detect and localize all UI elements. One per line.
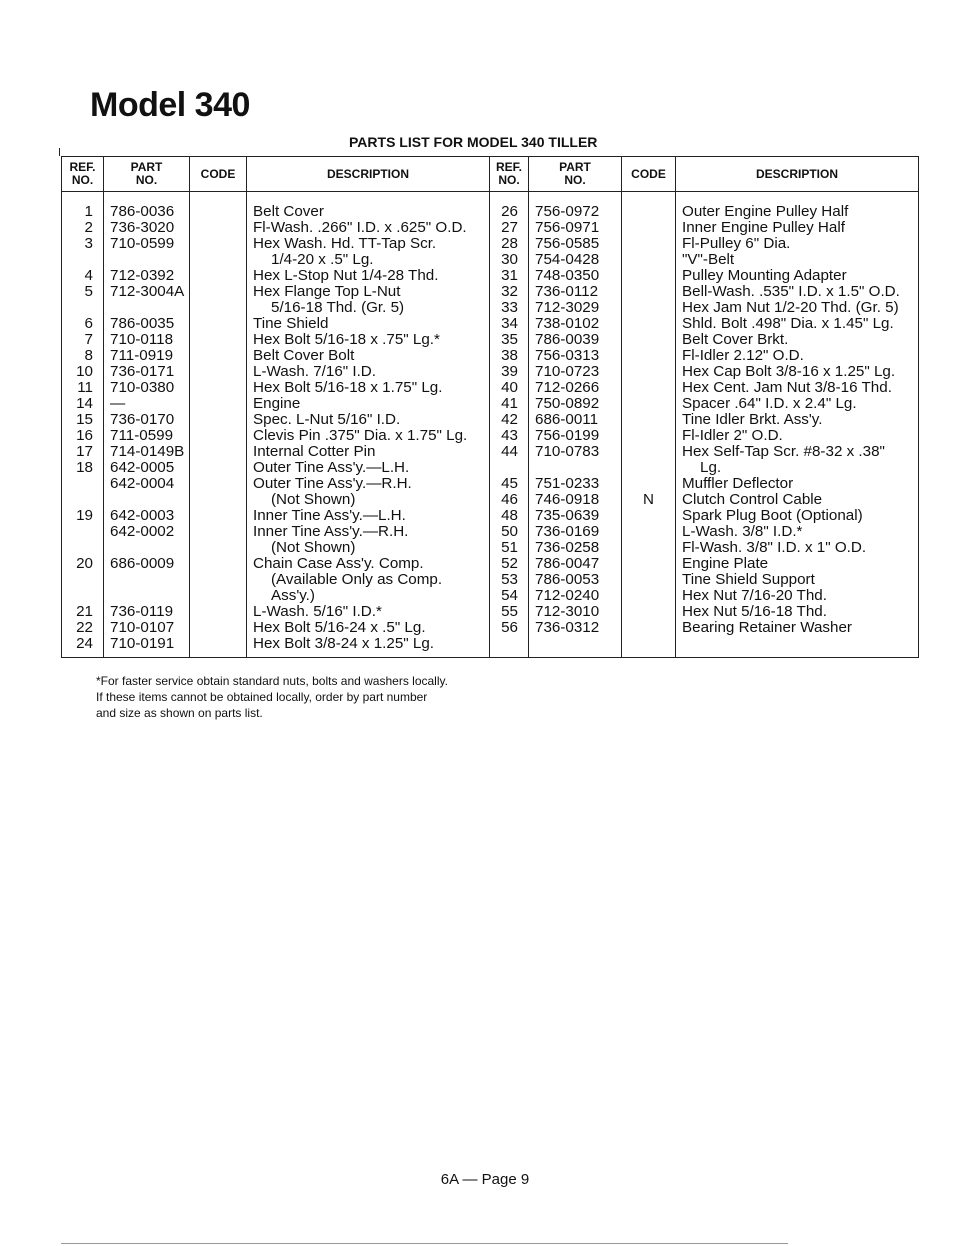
table-cell-desc: Hex Wash. Hd. TT-Tap Scr. — [253, 236, 437, 252]
header-label: PART NO. — [130, 160, 163, 187]
table-cell-desc: Internal Cotter Pin — [253, 444, 376, 460]
footnote-line: and size as shown on parts list. — [96, 706, 263, 720]
table-cell-ref: 17 — [76, 444, 93, 460]
table-cell-code — [622, 396, 675, 412]
table-cell-part: 686-0009 — [110, 556, 175, 572]
table-cell-part: 756-0313 — [535, 348, 600, 364]
table-cell-desc: Muffler Deflector — [682, 476, 794, 492]
table-cell-code — [190, 268, 246, 284]
table-cell-ref — [62, 524, 103, 540]
table-cell-part: 712-0240 — [535, 588, 600, 604]
table-cell-code — [190, 508, 246, 524]
table-cell-part: 736-0171 — [110, 364, 175, 380]
table-cell-ref: 41 — [501, 396, 518, 412]
table-cell-desc: Fl-Idler 2.12" O.D. — [682, 348, 804, 364]
table-cell-ref: 22 — [76, 620, 93, 636]
table-cell-ref: 32 — [501, 284, 518, 300]
table-cell-ref: 48 — [501, 508, 518, 524]
table-cell-part: 712-0392 — [110, 268, 175, 284]
table-cell-ref: 46 — [501, 492, 518, 508]
table-cell-part: 751-0233 — [535, 476, 600, 492]
table-cell-desc: (Available Only as Comp. — [271, 572, 443, 588]
table-cell-code — [622, 476, 675, 492]
footnote-line: *For faster service obtain standard nuts, bolts and washers locally. — [96, 674, 448, 688]
table-cell-code — [190, 604, 246, 620]
table-cell-desc: Hex Bolt 3/8-24 x 1.25" Lg. — [253, 636, 434, 652]
left-rule-divider — [59, 148, 60, 156]
table-cell-code — [190, 540, 246, 556]
table-cell-part: 710-0380 — [110, 380, 175, 396]
table-cell-desc: Hex L-Stop Nut 1/4-28 Thd. — [253, 268, 439, 284]
table-cell-part: 712-3010 — [535, 604, 600, 620]
table-cell-code — [190, 364, 246, 380]
parts-table — [61, 156, 919, 658]
table-cell-part: 736-0170 — [110, 412, 175, 428]
table-cell-desc: Spark Plug Boot (Optional) — [682, 508, 863, 524]
table-cell-ref: 44 — [501, 444, 518, 460]
table-cell-ref: 40 — [501, 380, 518, 396]
table-cell-desc: Hex Cap Bolt 3/8-16 x 1.25" Lg. — [682, 364, 896, 380]
description-column-left — [247, 192, 490, 658]
table-cell-part: 712-0266 — [535, 380, 600, 396]
header-ref-left — [62, 157, 104, 192]
table-cell-desc: 5/16-18 Thd. (Gr. 5) — [271, 300, 405, 316]
table-cell-desc: Belt Cover Bolt — [253, 348, 355, 364]
table-cell-code — [190, 316, 246, 332]
bottom-rule-divider — [61, 1243, 788, 1244]
table-cell-part: 736-3020 — [110, 220, 175, 236]
table-cell-part: 786-0035 — [110, 316, 175, 332]
table-cell-ref: 18 — [76, 460, 93, 476]
table-cell-ref: 45 — [501, 476, 518, 492]
table-cell-code — [622, 348, 675, 364]
table-cell-part: 642-0005 — [110, 460, 175, 476]
table-cell-desc: Tine Shield — [253, 316, 329, 332]
table-cell-part: 748-0350 — [535, 268, 600, 284]
table-cell-ref: 39 — [501, 364, 518, 380]
table-cell-code — [190, 332, 246, 348]
header-code-right — [622, 157, 676, 192]
table-cell-code — [622, 588, 675, 604]
table-cell-part: 756-0972 — [535, 204, 600, 220]
table-cell-code — [622, 204, 675, 220]
table-cell-ref — [62, 476, 103, 492]
table-cell-ref: 4 — [84, 268, 93, 284]
table-cell-ref: 1 — [84, 204, 93, 220]
table-cell-ref: 10 — [76, 364, 93, 380]
table-cell-ref: 30 — [501, 252, 518, 268]
table-cell-desc: Bearing Retainer Washer — [682, 620, 852, 636]
table-cell-code — [622, 412, 675, 428]
table-cell-ref: 5 — [84, 284, 93, 300]
table-cell-desc: Spacer .64" I.D. x 2.4" Lg. — [682, 396, 857, 412]
table-cell-code — [622, 284, 675, 300]
table-cell-ref: 38 — [501, 348, 518, 364]
table-cell-desc: Inner Tine Ass'y.—L.H. — [253, 508, 406, 524]
table-cell-ref: 56 — [501, 620, 518, 636]
table-cell-ref: 55 — [501, 604, 518, 620]
table-cell-desc: Hex Self-Tap Scr. #8-32 x .38" — [682, 444, 885, 460]
table-cell-code — [622, 620, 675, 636]
table-cell-code — [622, 252, 675, 268]
table-cell-desc: (Not Shown) — [271, 492, 356, 508]
table-cell-ref — [62, 540, 103, 556]
table-cell-desc: Spec. L-Nut 5/16" I.D. — [253, 412, 401, 428]
table-cell-code — [190, 492, 246, 508]
table-cell-code: N — [643, 492, 654, 508]
table-cell-part: 738-0102 — [535, 316, 600, 332]
table-cell-code — [190, 412, 246, 428]
table-cell-part: 786-0047 — [535, 556, 600, 572]
table-cell-part — [104, 572, 189, 588]
table-cell-desc: Tine Idler Brkt. Ass'y. — [682, 412, 823, 428]
page-number: 6A — Page 9 — [440, 1171, 530, 1188]
table-cell-part: 786-0036 — [110, 204, 175, 220]
table-cell-code — [622, 380, 675, 396]
code-column-right — [622, 192, 676, 658]
header-code-left — [190, 157, 247, 192]
table-cell-code — [622, 332, 675, 348]
table-cell-ref: 14 — [76, 396, 93, 412]
table-cell-code — [190, 620, 246, 636]
header-description-right — [676, 157, 919, 192]
table-cell-desc: Engine Plate — [682, 556, 769, 572]
table-cell-desc: Belt Cover — [253, 204, 324, 220]
table-cell-desc: "V"-Belt — [682, 252, 735, 268]
table-cell-ref: 50 — [501, 524, 518, 540]
table-cell-part — [529, 460, 621, 476]
table-cell-part: 736-0258 — [535, 540, 600, 556]
table-cell-desc: Hex Bolt 5/16-18 x 1.75" Lg. — [253, 380, 443, 396]
parts-list-title: PARTS LIST FOR MODEL 340 TILLER — [349, 134, 598, 150]
part-column-right — [529, 192, 622, 658]
part-column-left — [104, 192, 190, 658]
table-cell-code — [622, 236, 675, 252]
table-cell-part: 736-0112 — [535, 284, 599, 300]
header-part-right — [529, 157, 622, 192]
header-description-left — [247, 157, 490, 192]
table-cell-code — [622, 524, 675, 540]
table-cell-code — [190, 556, 246, 572]
table-cell-ref: 34 — [501, 316, 518, 332]
table-cell-code — [622, 428, 675, 444]
table-cell-code — [190, 300, 246, 316]
ref-column-left — [62, 192, 104, 658]
table-cell-desc: Hex Flange Top L-Nut — [253, 284, 401, 300]
header-label: REF. NO. — [69, 160, 96, 187]
table-cell-code — [622, 604, 675, 620]
table-cell-code — [190, 236, 246, 252]
table-cell-part: 746-0918 — [535, 492, 600, 508]
table-cell-code — [622, 444, 675, 460]
table-cell-part: 710-0191 — [110, 636, 175, 652]
table-cell-desc: Pulley Mounting Adapter — [682, 268, 847, 284]
table-cell-ref: 28 — [501, 236, 518, 252]
table-cell-ref: 53 — [501, 572, 518, 588]
table-cell-desc: Fl-Wash. 3/8" I.D. x 1" O.D. — [682, 540, 867, 556]
code-column-left — [190, 192, 247, 658]
table-cell-part: 736-0119 — [110, 604, 174, 620]
table-cell-desc: Belt Cover Brkt. — [682, 332, 789, 348]
table-cell-desc: Fl-Idler 2" O.D. — [682, 428, 783, 444]
table-cell-code — [190, 252, 246, 268]
table-cell-ref: 21 — [76, 604, 93, 620]
header-part-left — [104, 157, 190, 192]
table-cell-ref: 27 — [501, 220, 518, 236]
table-cell-code — [622, 316, 675, 332]
table-cell-ref: 15 — [76, 412, 93, 428]
table-cell-ref: 42 — [501, 412, 518, 428]
table-cell-part — [104, 588, 189, 604]
page-title: Model 340 — [90, 86, 250, 124]
table-cell-desc: Hex Cent. Jam Nut 3/8-16 Thd. — [682, 380, 892, 396]
table-cell-part: 736-0169 — [535, 524, 600, 540]
table-cell-part: 711-0919 — [110, 348, 174, 364]
table-cell-part: 786-0053 — [535, 572, 600, 588]
table-cell-part: 711-0599 — [110, 428, 174, 444]
table-cell-desc: Tine Shield Support — [682, 572, 815, 588]
table-cell-desc: Fl-Wash. .266" I.D. x .625" O.D. — [253, 220, 467, 236]
table-cell-code — [190, 396, 246, 412]
table-cell-ref: 6 — [84, 316, 93, 332]
table-cell-code — [190, 204, 246, 220]
table-cell-part: 642-0003 — [110, 508, 175, 524]
header-label: CODE — [200, 166, 236, 181]
table-cell-desc: Bell-Wash. .535" I.D. x 1.5" O.D. — [682, 284, 900, 300]
table-cell-desc: Ass'y.) — [271, 588, 315, 604]
table-cell-part: 642-0002 — [110, 524, 175, 540]
table-cell-desc: Lg. — [700, 460, 722, 476]
table-cell-part: 710-0599 — [110, 236, 175, 252]
table-cell-part: 642-0004 — [110, 476, 175, 492]
table-cell-code — [190, 380, 246, 396]
footnote — [96, 673, 448, 721]
table-cell-desc: Engine — [253, 396, 301, 412]
table-cell-code — [190, 636, 246, 652]
header-label: REF. NO. — [495, 160, 522, 187]
table-cell-part: 756-0199 — [535, 428, 600, 444]
table-cell-part — [104, 492, 189, 508]
table-cell-desc: L-Wash. 5/16" I.D.* — [253, 604, 382, 620]
table-cell-ref: 35 — [501, 332, 518, 348]
table-cell-desc: Inner Tine Ass'y.—R.H. — [253, 524, 409, 540]
table-cell-code — [622, 268, 675, 284]
table-cell-code — [190, 460, 246, 476]
table-cell-code — [622, 300, 675, 316]
table-cell-part: 736-0312 — [535, 620, 600, 636]
ref-column-right — [490, 192, 529, 658]
table-cell-part: 756-0971 — [535, 220, 600, 236]
table-cell-code — [622, 556, 675, 572]
table-cell-part: 756-0585 — [535, 236, 600, 252]
table-body-row — [62, 192, 919, 658]
header-label: DESCRIPTION — [326, 166, 409, 181]
table-cell-ref — [62, 252, 103, 268]
table-cell-ref — [62, 300, 103, 316]
table-cell-ref: 11 — [77, 380, 93, 396]
table-cell-code — [190, 444, 246, 460]
table-cell-ref: 7 — [84, 332, 93, 348]
table-cell-code — [190, 220, 246, 236]
table-cell-code — [190, 524, 246, 540]
table-cell-part: 735-0639 — [535, 508, 600, 524]
table-cell-code — [622, 364, 675, 380]
table-cell-code — [190, 476, 246, 492]
table-cell-part — [104, 252, 189, 268]
table-cell-code — [622, 508, 675, 524]
table-cell-desc: Shld. Bolt .498" Dia. x 1.45" Lg. — [682, 316, 894, 332]
table-cell-part: 712-3029 — [535, 300, 600, 316]
table-cell-part: 710-0118 — [110, 332, 174, 348]
table-cell-part: — — [110, 396, 126, 412]
header-label: PART NO. — [559, 160, 591, 187]
table-cell-desc: Hex Bolt 5/16-18 x .75" Lg.* — [253, 332, 440, 348]
table-cell-part: 786-0039 — [535, 332, 600, 348]
table-cell-desc: Hex Nut 5/16-18 Thd. — [682, 604, 827, 620]
table-cell-ref: 33 — [501, 300, 518, 316]
table-cell-part: 686-0011 — [535, 412, 599, 428]
table-cell-ref: 3 — [84, 236, 93, 252]
table-cell-code — [622, 540, 675, 556]
table-cell-desc: Hex Nut 7/16-20 Thd. — [682, 588, 827, 604]
header-label: CODE — [631, 166, 666, 181]
table-cell-ref: 54 — [501, 588, 518, 604]
table-cell-code — [622, 460, 675, 476]
table-cell-code — [190, 588, 246, 604]
table-header-row — [62, 157, 919, 192]
table-cell-ref: 31 — [501, 268, 518, 284]
table-cell-desc: L-Wash. 7/16" I.D. — [253, 364, 376, 380]
table-cell-part — [104, 540, 189, 556]
table-cell-code — [190, 284, 246, 300]
table-cell-desc: Outer Tine Ass'y.—L.H. — [253, 460, 410, 476]
table-cell-ref: 26 — [501, 204, 518, 220]
table-cell-desc: Clutch Control Cable — [682, 492, 823, 508]
table-cell-code — [622, 572, 675, 588]
table-cell-part — [104, 300, 189, 316]
table-cell-part: 712-3004A — [110, 284, 185, 300]
table-cell-code — [190, 572, 246, 588]
table-cell-code — [622, 220, 675, 236]
table-cell-ref: 43 — [501, 428, 518, 444]
table-cell-desc: Hex Bolt 5/16-24 x .5" Lg. — [253, 620, 426, 636]
table-cell-desc: Hex Jam Nut 1/2-20 Thd. (Gr. 5) — [682, 300, 899, 316]
table-cell-ref: 20 — [76, 556, 93, 572]
header-ref-right — [490, 157, 529, 192]
table-cell-part: 710-0107 — [110, 620, 175, 636]
table-cell-code — [190, 348, 246, 364]
table-cell-ref: 19 — [76, 508, 93, 524]
footnote-line: If these items cannot be obtained locally, order by part number — [96, 690, 428, 704]
table-cell-ref — [62, 572, 103, 588]
table-cell-ref: 8 — [84, 348, 93, 364]
description-column-right — [676, 192, 919, 658]
table-cell-desc: Fl-Pulley 6" Dia. — [682, 236, 791, 252]
table-cell-ref: 52 — [501, 556, 518, 572]
table-cell-ref: 16 — [76, 428, 93, 444]
table-cell-desc: 1/4-20 x .5" Lg. — [271, 252, 374, 268]
table-cell-ref: 51 — [501, 540, 518, 556]
table-cell-desc: Inner Engine Pulley Half — [682, 220, 845, 236]
table-cell-part: 714-0149B — [110, 444, 185, 460]
table-cell-desc: Outer Engine Pulley Half — [682, 204, 849, 220]
table-cell-desc: (Not Shown) — [271, 540, 356, 556]
table-cell-part: 754-0428 — [535, 252, 600, 268]
header-label: DESCRIPTION — [755, 166, 838, 181]
table-cell-desc: Clevis Pin .375" Dia. x 1.75" Lg. — [253, 428, 468, 444]
table-cell-ref — [62, 588, 103, 604]
table-cell-ref: 24 — [76, 636, 93, 652]
table-cell-part: 710-0783 — [535, 444, 600, 460]
table-cell-ref: 2 — [84, 220, 93, 236]
table-cell-desc: Chain Case Ass'y. Comp. — [253, 556, 424, 572]
table-cell-desc: Outer Tine Ass'y.—R.H. — [253, 476, 412, 492]
table-cell-ref — [62, 492, 103, 508]
table-cell-ref — [490, 460, 528, 476]
table-cell-part: 710-0723 — [535, 364, 600, 380]
table-cell-code — [190, 428, 246, 444]
table-cell-desc: L-Wash. 3/8" I.D.* — [682, 524, 803, 540]
table-cell-part: 750-0892 — [535, 396, 600, 412]
